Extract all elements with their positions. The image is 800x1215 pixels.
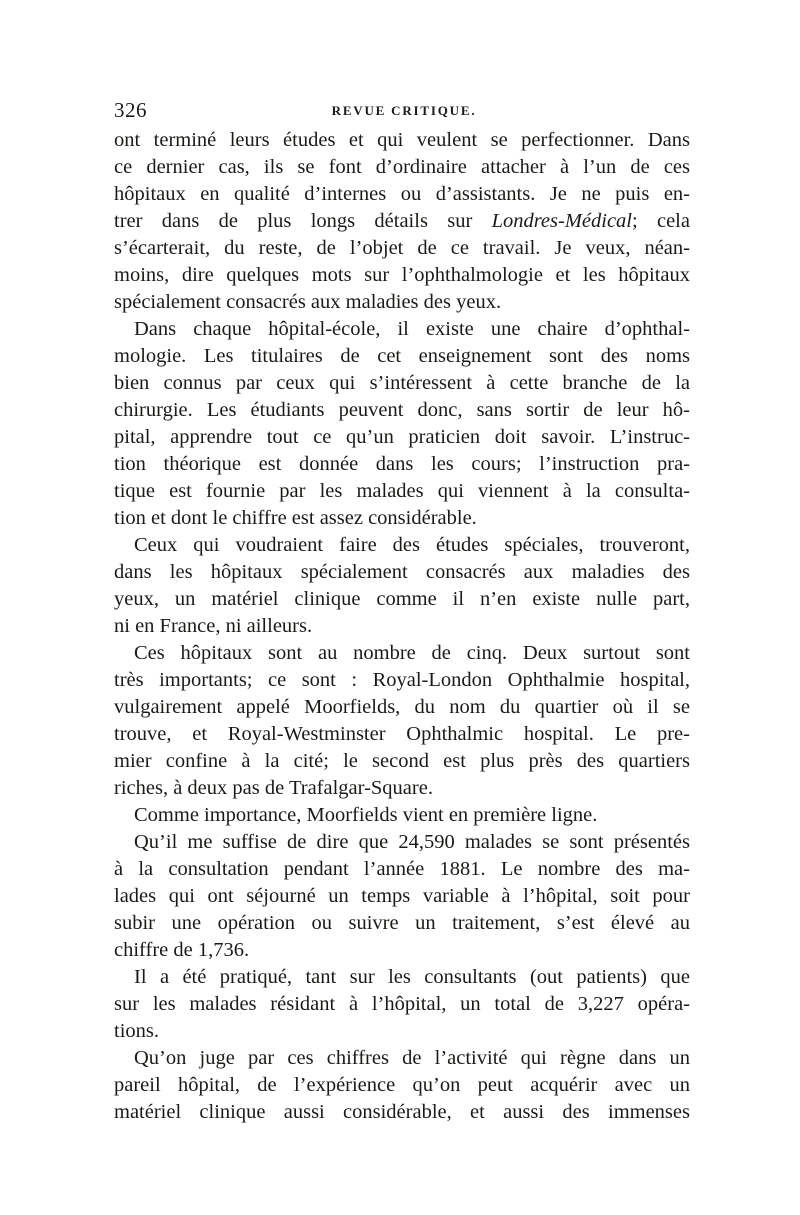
text-line: matériel clinique aussi considérable, et aussi des immenses bbox=[114, 1101, 690, 1123]
text-line: tion théorique est donnée dans les cours; l’instruction pra- bbox=[114, 453, 690, 475]
text-line: chiffre de 1,736. bbox=[114, 939, 250, 961]
text-line: lades qui ont séjourné un temps variable à l’hôpital, soit pour bbox=[114, 885, 690, 907]
text-line: tion et dont le chiffre est assez considérable. bbox=[114, 507, 477, 529]
text-line: Comme importance, Moorfields vient en première ligne. bbox=[134, 804, 598, 826]
text-line: pareil hôpital, de l’expérience qu’on peut acquérir avec un bbox=[114, 1074, 690, 1096]
text-line: tions. bbox=[114, 1020, 159, 1042]
running-title: REVUE CRITIQUE. bbox=[331, 103, 477, 118]
text-line: Qu’on juge par ces chiffres de l’activité qui règne dans un bbox=[134, 1047, 690, 1069]
text-line: ce dernier cas, ils se font d’ordinaire attacher à l’un de ces bbox=[114, 156, 690, 178]
text-line: mier confine à la cité; le second est plus près des quartiers bbox=[114, 750, 690, 772]
page-header bbox=[114, 98, 694, 128]
text-line: Il a été pratiqué, tant sur les consultants (out patients) que bbox=[134, 966, 690, 988]
text-line: ont terminé leurs études et qui veulent se perfectionner. Dans bbox=[114, 129, 690, 151]
text-line: Ces hôpitaux sont au nombre de cinq. Deux surtout sont bbox=[134, 642, 690, 664]
page-number: 326 bbox=[114, 98, 147, 122]
text-line: tique est fournie par les malades qui viennent à la consulta- bbox=[114, 480, 690, 502]
text-line: hôpitaux en qualité d’internes ou d’assistants. Je ne puis en- bbox=[114, 183, 690, 205]
text-line: s’écarterait, du reste, de l’objet de ce travail. Je veux, néan- bbox=[114, 237, 690, 259]
text-line: Dans chaque hôpital-école, il existe une chaire d’ophthal- bbox=[134, 318, 690, 340]
body-text bbox=[114, 127, 690, 1126]
text-line: riches, à deux pas de Trafalgar-Square. bbox=[114, 777, 433, 799]
text-line: Qu’il me suffise de dire que 24,590 malades se sont présentés bbox=[134, 831, 690, 853]
text-line: spécialement consacrés aux maladies des yeux. bbox=[114, 291, 502, 313]
text-line: dans les hôpitaux spécialement consacrés aux maladies des bbox=[114, 561, 690, 583]
text-line: pital, apprendre tout ce qu’un praticien doit savoir. L’instruc- bbox=[114, 426, 690, 448]
text-line: à la consultation pendant l’année 1881. Le nombre des ma- bbox=[114, 858, 690, 880]
text-line: subir une opération ou suivre un traitement, s’est élevé au bbox=[114, 912, 690, 934]
text-line: ni en France, ni ailleurs. bbox=[114, 615, 313, 637]
text-line: bien connus par ceux qui s’intéressent à cette branche de la bbox=[114, 372, 690, 394]
text-line: chirurgie. Les étudiants peuvent donc, sans sortir de leur hô- bbox=[114, 399, 690, 421]
text-line: vulgairement appelé Moorfields, du nom du quartier où il se bbox=[114, 696, 690, 718]
text-line: Ceux qui voudraient faire des études spéciales, trouveront, bbox=[134, 534, 690, 556]
text-line: sur les malades résidant à l’hôpital, un total de 3,227 opéra- bbox=[114, 993, 690, 1015]
text-line: trouve, et Royal-Westminster Ophthalmic hospital. Le pre- bbox=[114, 723, 690, 745]
text-line: très importants; ce sont : Royal-London Ophthalmie hospital, bbox=[114, 669, 690, 691]
text-line: mologie. Les titulaires de cet enseignement sont des noms bbox=[114, 345, 690, 367]
text-line: moins, dire quelques mots sur l’ophthalmologie et les hôpitaux bbox=[114, 264, 690, 286]
text-line: trer dans de plus longs détails sur Londres-Médical; cela bbox=[114, 210, 690, 232]
text-line: yeux, un matériel clinique comme il n’en existe nulle part, bbox=[114, 588, 690, 610]
